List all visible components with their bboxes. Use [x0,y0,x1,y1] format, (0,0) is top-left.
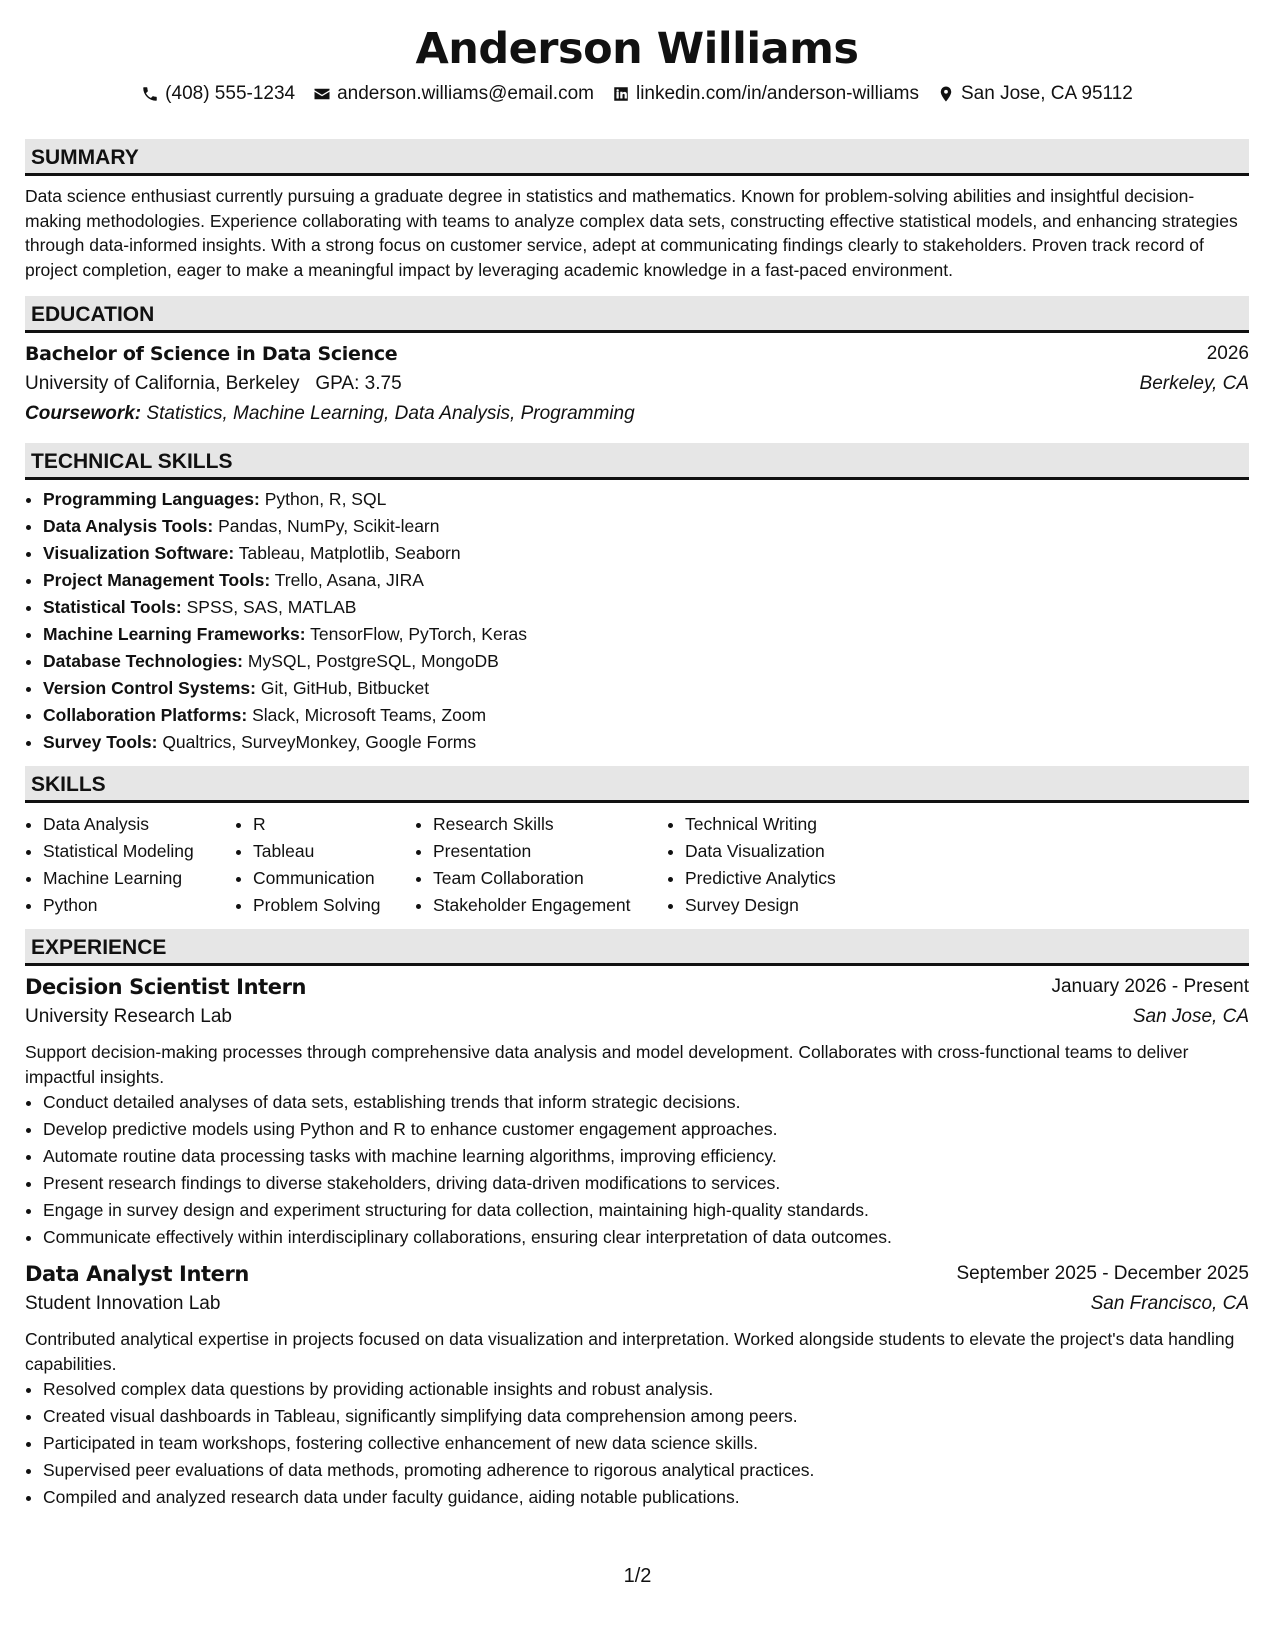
phone-icon [141,85,159,103]
contact-bar [25,80,1249,108]
job-dates: September 2025 - December 2025 [956,1263,1249,1284]
skill-item: • Team Collaboration [433,865,667,892]
phone-text: (408) 555-1234 [165,83,296,104]
job-location: San Jose, CA [1132,1006,1249,1027]
list-item: • Statistical Tools: SPSS, SAS, MATLAB [43,594,1249,621]
technical-skills-list [25,486,1249,756]
skill-item: • Data Analysis [43,811,235,838]
skill-item: • R [253,811,415,838]
skill-item: • Statistical Modeling [43,838,235,865]
contact-linkedin[interactable] [612,80,919,108]
job-entry [25,1259,1249,1511]
job-bullets [25,1089,1249,1251]
job-bullets [25,1376,1249,1511]
graduation-year: 2026 [1206,343,1249,364]
job-organization: University Research Lab [25,1006,232,1027]
job-description: Support decision-making processes through comprehensive data analysis and model development. Collaborates with cross-functional teams to deliver impactful insights. [25,1042,1189,1087]
list-item: • Programming Languages: Python, R, SQL [43,486,1249,513]
job-title: Data Analyst Intern [25,1262,249,1286]
skills-grid [25,811,1249,919]
summary-text: Data science enthusiast currently pursuing a graduate degree in statistics and mathematics. Known for problem-solving abilities and insightful decision-making methodologies. Experience collaborating with teams to analyze complex data sets, constructing effective statistical models, and enhancing strategies through data-informed insights. With a strong focus on customer service, adept at communicating findings clearly to stakeholders. Proven track record of project completion, eager to make a meaningful impact by leveraging academic knowledge in a fast-paced environment. [25,186,1238,280]
summary-heading: SUMMARY [25,139,1249,176]
list-item: • Project Management Tools: Trello, Asana, JIRA [43,567,1249,594]
list-item: • Communicate effectively within interdisciplinary collaborations, ensuring clear interpretation of data outcomes. [43,1224,1249,1251]
technical-skills-heading: TECHNICAL SKILLS [25,443,1249,480]
resume-page [25,0,1249,1511]
experience-heading: EXPERIENCE [25,929,1249,966]
list-item: • Survey Tools: Qualtrics, SurveyMonkey, Google Forms [43,729,1249,756]
skill-item: • Tableau [253,838,415,865]
page-number: 1/2 [623,1565,652,1587]
list-item: • Collaboration Platforms: Slack, Microsoft Teams, Zoom [43,702,1249,729]
skill-item: • Stakeholder Engagement [433,892,667,919]
skill-item: • Problem Solving [253,892,415,919]
job-entry [25,972,1249,1251]
list-item: • Visualization Software: Tableau, Matplotlib, Seaborn [43,540,1249,567]
job-organization: Student Innovation Lab [25,1293,221,1314]
list-item: • Engage in survey design and experiment structuring for data collection, maintaining high-quality standards. [43,1197,1249,1224]
education-heading: EDUCATION [25,296,1249,333]
skill-item: • Python [43,892,235,919]
candidate-name: Anderson Williams [415,24,859,74]
list-item: • Machine Learning Frameworks: TensorFlow, PyTorch, Keras [43,621,1249,648]
list-item: • Database Technologies: MySQL, PostgreSQL, MongoDB [43,648,1249,675]
gpa: GPA: 3.75 [315,373,402,394]
linkedin-text[interactable]: linkedin.com/in/anderson-williams [635,83,919,104]
list-item: • Version Control Systems: Git, GitHub, Bitbucket [43,675,1249,702]
coursework-list: Statistics, Machine Learning, Data Analysis, Programming [146,403,635,424]
list-item: • Conduct detailed analyses of data sets, establishing trends that inform strategic decisions. [43,1089,1249,1116]
list-item: • Created visual dashboards in Tableau, significantly simplifying data comprehension among peers. [43,1403,1249,1430]
degree: Bachelor of Science in Data Science [25,343,398,365]
location-pin-icon [937,85,955,103]
job-title: Decision Scientist Intern [25,975,307,999]
skills-column [667,811,905,919]
skill-item: • Presentation [433,838,667,865]
skill-item: • Survey Design [685,892,905,919]
job-location: San Francisco, CA [1090,1293,1249,1314]
list-item: • Participated in team workshops, fostering collective enhancement of new data science skills. [43,1430,1249,1457]
skills-column [235,811,415,919]
skill-item: • Data Visualization [685,838,905,865]
list-item: • Automate routine data processing tasks with machine learning algorithms, improving efficiency. [43,1143,1249,1170]
contact-location [937,80,1133,108]
skill-item: • Research Skills [433,811,667,838]
skill-item: • Technical Writing [685,811,905,838]
contact-phone [141,80,295,108]
job-description: Contributed analytical expertise in projects focused on data visualization and interpretation. Worked alongside students to elevate the project's data handling capabilities. [25,1329,1235,1374]
list-item: • Resolved complex data questions by providing actionable insights and robust analysis. [43,1376,1249,1403]
location-text: San Jose, CA 95112 [961,83,1133,104]
school-location: Berkeley, CA [1139,373,1249,394]
contact-email[interactable] [313,80,594,108]
linkedin-icon [612,85,630,103]
skills-column [25,811,235,919]
email-text[interactable]: anderson.williams@email.com [337,83,594,104]
job-dates: January 2026 - Present [1051,976,1249,997]
skill-item: • Predictive Analytics [685,865,905,892]
skills-heading: SKILLS [25,766,1249,803]
envelope-icon [313,85,331,103]
coursework-label: Coursework: [25,403,142,424]
list-item: • Compiled and analyzed research data under faculty guidance, aiding notable publications. [43,1484,1249,1511]
list-item: • Supervised peer evaluations of data methods, promoting adherence to rigorous analytical practices. [43,1457,1249,1484]
list-item: • Present research findings to diverse stakeholders, driving data-driven modifications to services. [43,1170,1249,1197]
list-item: • Develop predictive models using Python and R to enhance customer engagement approaches. [43,1116,1249,1143]
skills-column [415,811,667,919]
skill-item: • Communication [253,865,415,892]
education-entry [25,339,1249,429]
list-item: • Data Analysis Tools: Pandas, NumPy, Scikit-learn [43,513,1249,540]
skill-item: • Machine Learning [43,865,235,892]
school-name: University of California, Berkeley [25,373,300,394]
